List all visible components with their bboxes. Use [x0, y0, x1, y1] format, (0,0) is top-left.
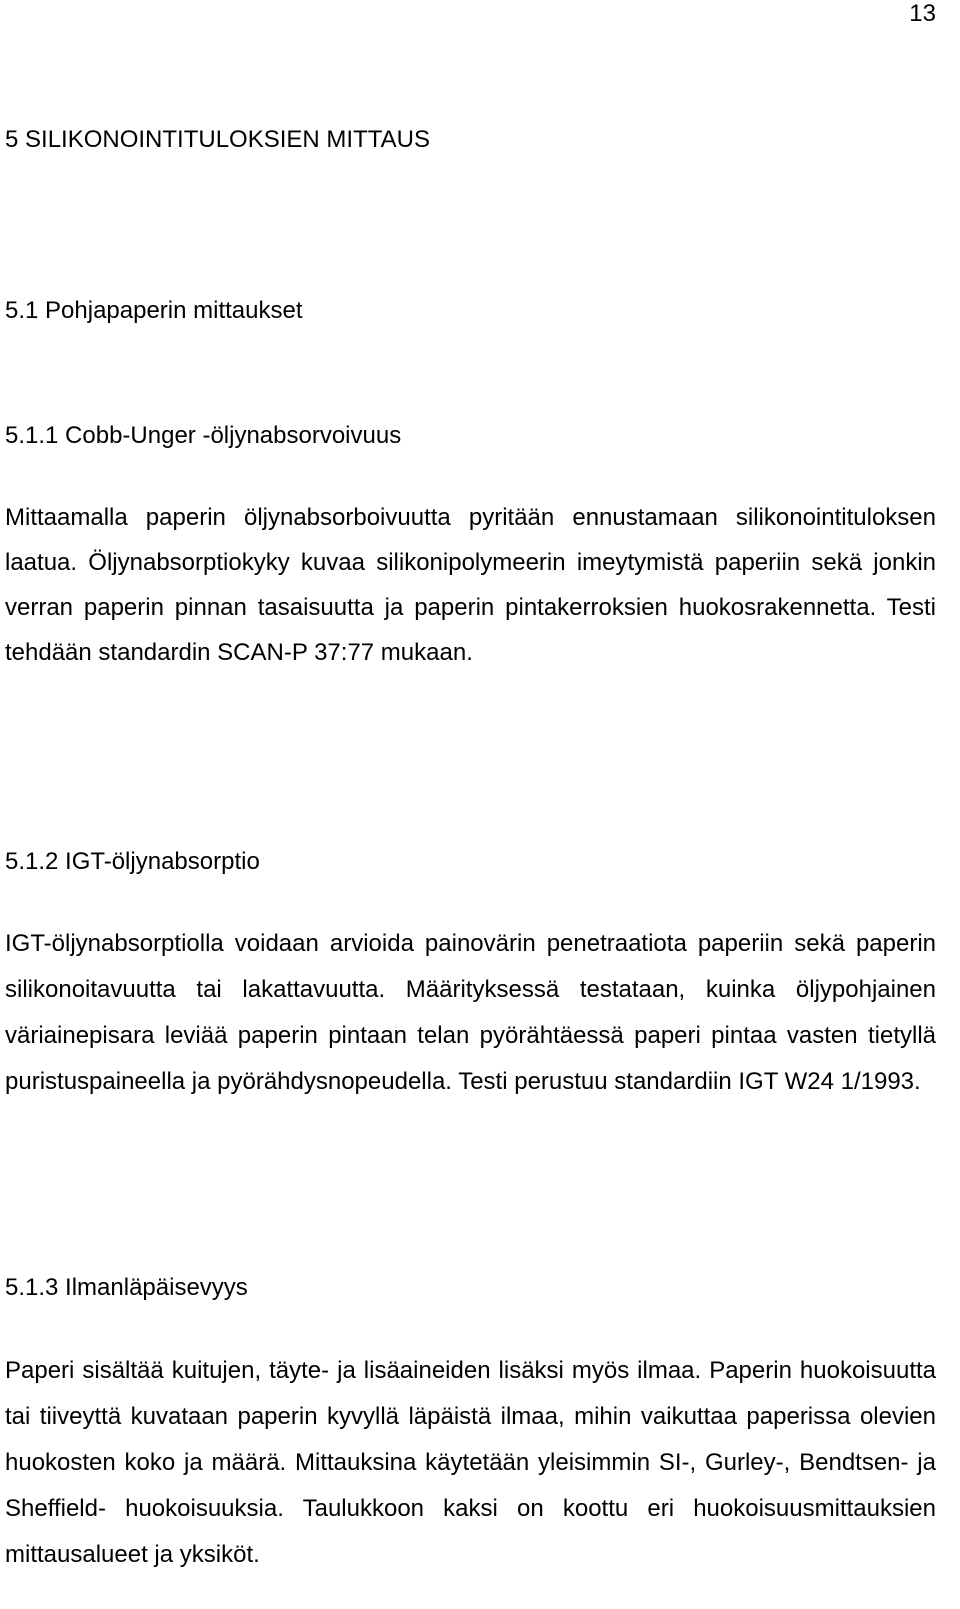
paragraph-5-1-3: Paperi sisältää kuitujen, täyte- ja lisäaineiden lisäksi myös ilmaa. Paperin huokoisuutta tai tiiveyttä kuvataan paperin kyvyllä läpäistä ilmaa, mihin vaikuttaa paperissa olevien huokosten koko ja määrä. Mittauksina käytetään yleisimmin SI-, Gurley-, Bendtsen- ja Sheffield- huokoisuuksia. Taulukkoon kaksi on koottu eri huokoisuusmittauksien mittausalueet ja yksiköt. — [5, 1357, 936, 1568]
subsection-heading-5-1-1: 5.1.1 Cobb-Unger -öljynabsorvoivuus — [5, 422, 402, 449]
page-number: 13 — [909, 0, 936, 27]
subsection-heading-5-1-2: 5.1.2 IGT-öljynabsorptio — [5, 848, 260, 875]
paragraph-5-1-1: Mittaamalla paperin öljynabsorboivuutta pyritään ennustamaan silikonointituloksen laatua. Öljynabsorptiokyky kuvaa silikonipolymeerin imeytymistä paperiin sekä jonkin verran paperin pinnan tasaisuutta ja paperin pintakerroksien huokosrakennetta. Testi tehdään standardin SCAN-P 37:77 mukaan. — [5, 504, 936, 666]
chapter-heading: 5 SILIKONOINTITULOKSIEN MITTAUS — [5, 126, 430, 153]
section-heading-5-1: 5.1 Pohjapaperin mittaukset — [5, 297, 303, 324]
paragraph-5-1-2: IGT-öljynabsorptiolla voidaan arvioida painovärin penetraatiota paperiin sekä paperin silikonoitavuutta tai lakattavuutta. Määrityksessä testataan, kuinka öljypohjainen väriainepisara leviää paperin pintaan telan pyörähtäessä paperi pintaa vasten tietyllä puristuspaineella ja pyörähdysnopeudella. Testi perustuu standardiin IGT W24 1/1993. — [5, 930, 936, 1095]
subsection-heading-5-1-3: 5.1.3 Ilmanläpäisevyys — [5, 1274, 248, 1301]
